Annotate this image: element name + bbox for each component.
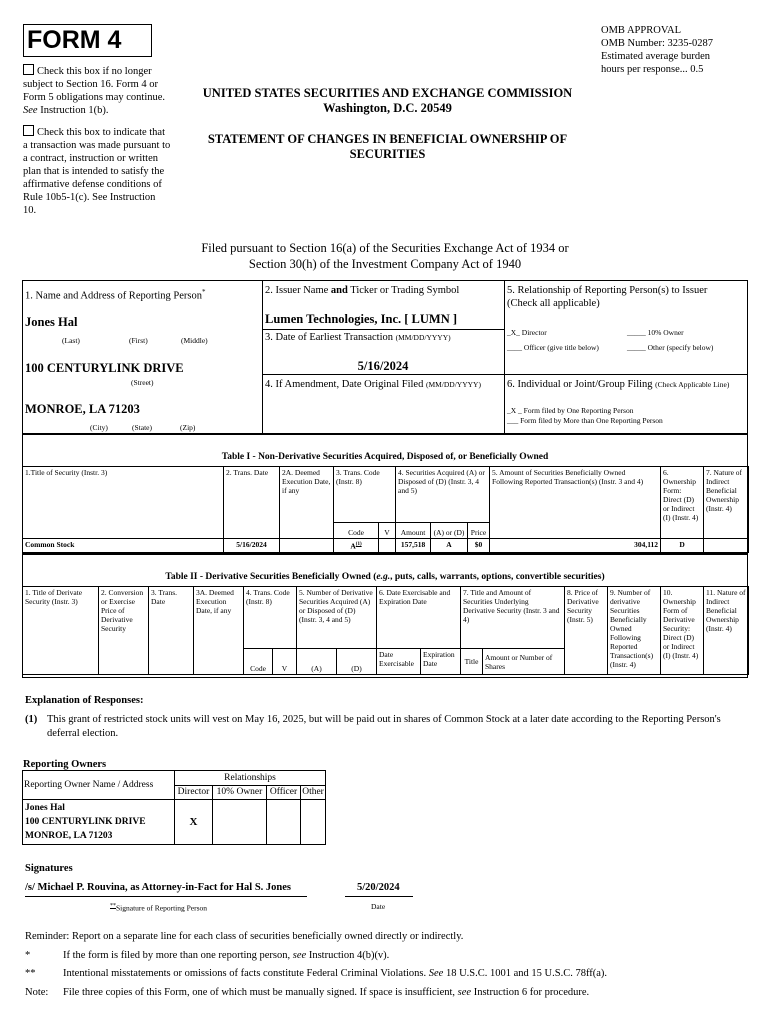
t1-h-code: 3. Trans. Code (Instr. 8) [334,467,396,523]
no-longer-subject-checkbox[interactable] [23,64,34,75]
agency-city: Washington, D.C. 20549 [323,101,452,115]
date-label: Date [371,902,386,911]
signature-label: **Signature of Reporting Person [110,903,208,913]
footnote-text: This grant of restricted stock units will vest on May 16, 2025, but will be paid out in shares of Common Stock at a later date according to the Reporting Person's deferral election. [47,714,721,739]
t2-sub-d: (D) [337,649,377,675]
t2-sub-date-exercisable: Date Exercisable [377,649,421,675]
owners-col-officer: Officer [267,786,301,800]
note-text: File three copies of this Form, one of which must be manually signed. If space is insufficient, see Instruction 6 for procedure. [63,987,590,998]
owners-col-other: Other [301,786,326,800]
t1-aord: A [431,539,468,553]
t2-h-deemed: 3A. Deemed Execution Date, if any [194,587,244,675]
t1-sub-price: Price [468,523,490,539]
t1-h-owned: 5. Amount of Securities Beneficially Owned Following Reported Transaction(s) (Instr. 3 and 4) [490,467,661,539]
reporting-person-street: 100 CENTURYLINK DRIVE [25,361,184,375]
filed-by-one-option: _X _ Form filed by One Reporting Person [507,406,634,415]
t1-h-date: 2. Trans. Date [224,467,280,539]
t2-sub-expiration: Expiration Date [421,649,461,675]
t2-h-number: 5. Number of Derivative Securities Acquired (A) or Disposed of (D) (Instr. 3, 4 and 5) [297,587,377,649]
t2-sub-v: V [273,649,297,675]
t2-h-exercisable: 6. Date Exercisable and Expiration Date [377,587,461,649]
city-sublabels: (City) (State) (Zip) [90,423,196,432]
t1-sub-code: Code [334,523,379,539]
t1-price: $0 [468,539,490,553]
omb-approval: OMB APPROVAL OMB Number: 3235-0287 Estimated average burden hours per response... 0.5 [601,25,713,75]
t2-sub-amount: Amount or Number of Shares [483,649,565,675]
t1-deemed [280,539,334,553]
note-mark: Note: [25,987,49,998]
t1-security: Common Stock [23,539,224,553]
t1-date: 5/16/2024 [224,539,280,553]
filed-pursuant: Filed pursuant to Section 16(a) of the Securities Exchange Act of 1934 or Section 30(h) of the Investment Company Act of 1940 [201,241,569,271]
owners-col-director: Director [175,786,213,800]
no-longer-subject-checkbox-text: Check this box if no longer subject to Section 16. Form 4 or Form 5 obligations may continue. See Instruction 1(b). [23,66,166,116]
t2-h-price: 8. Price of Derivative Security (Instr. 5) [565,587,608,675]
t2-sub-title: Title [461,649,483,675]
footnote-number: (1) [25,714,38,725]
t1-amount: 157,518 [396,539,431,553]
t2-h-conversion: 2. Conversion or Exercise Price of Derivative Security [99,587,149,675]
t1-code: $A^{(1)}$ [334,539,379,553]
t1-form: D [661,539,704,553]
t1-h-form: 6. Ownership Form: Direct (D) or Indirect (I) (Instr. 4) [661,467,704,539]
owners-col-name: Reporting Owner Name / Address [23,771,175,800]
other-option: _____ Other (specify below) [627,343,714,352]
form-title-box [23,24,152,57]
table1 [22,466,749,553]
box6-label: 6. Individual or Joint/Group Filing (Check Applicable Line) [507,379,730,390]
reporting-person-name: Jones Hal [25,315,78,329]
owners-col-ten-pct: 10% Owner [213,786,267,800]
box4-label: 4. If Amendment, Date Original Filed (MM/DD/YYYY) [265,379,481,390]
officer-option: ____ Officer (give title below) [507,343,599,352]
t2-sub-code: Code [244,649,273,675]
issuer-name: Lumen Technologies, Inc. [ LUMN ] [265,312,458,326]
star-note: If the form is filed by more than one reporting person, see Instruction 4(b)(v). [63,950,390,961]
dstar-note: Intentional misstatements or omissions of facts constitute Federal Criminal Violations. See 18 U.S.C. 1001 and 15 U.S.C. 78ff(a). [63,968,608,979]
agency-header [180,86,595,116]
owner-address: Jones Hal 100 CENTURYLINK DRIVE MONROE, LA 71203 [23,800,175,845]
t1-h-acquired: 4. Securities Acquired (A) or Disposed of (D) (Instr. 3, 4 and 5) [396,467,490,523]
table2 [22,586,749,675]
reporting-person-city: MONROE, LA 71203 [25,402,140,416]
t2-h-code: 4. Trans. Code (Instr. 8) [244,587,297,649]
table1-title: Table I - Non-Derivative Securities Acquired, Disposed of, or Beneficially Owned [221,452,549,462]
t1-sub-v: V [379,523,396,539]
star-mark: * [25,950,31,961]
signature-date: 5/20/2024 [357,882,400,893]
director-option: _X_ Director [507,328,547,337]
t2-sub-a: (A) [297,649,337,675]
table-row [23,800,326,845]
t2-h-date: 3. Trans. Date [149,587,194,675]
owner-director-mark: X [175,800,213,845]
dstar-mark: ** [25,968,36,979]
t2-h-nature: 11. Nature of Indirect Beneficial Ownership (Instr. 4) [704,587,749,675]
ten-pct-option: _____ 10% Owner [627,328,684,337]
reporting-owners-table [22,770,326,845]
box2-label: 2. Issuer Name and Ticker or Trading Symbol [265,285,460,296]
filed-by-more-option: ___ Form filed by More than One Reporting Person [507,416,663,425]
t1-nature [704,539,749,553]
t2-h-title: 1. Title of Derivate Security (Instr. 3) [23,587,99,675]
t2-h-form: 10. Ownership Form of Derivative Security: Direct (D) or Indirect (I) (Instr. 4) [661,587,704,675]
owners-col-relationships: Relationships [175,771,326,786]
rule-10b5-checkbox-text: Check this box to indicate that a transaction was made pursuant to a contract, instruction or written plan that is intended to satisfy the affirmative defense conditions of Rule 10b5-1(c). See Instruction 10. [23,127,171,216]
rule-10b5-checkbox[interactable] [23,125,34,136]
signer: /s/ Michael P. Rouvina, as Attorney-in-Fact for Hal S. Jones [25,882,291,893]
table2-title: Table II - Derivative Securities Beneficially Owned (e.g., puts, calls, warrants, options, convertible securities) [165,572,605,582]
t1-h-deemed: 2A. Deemed Execution Date, if any [280,467,334,539]
table-row [23,539,749,553]
t1-v [379,539,396,553]
t2-h-underlying: 7. Title and Amount of Securities Underlying Derivative Security (Instr. 3 and 4) [461,587,565,649]
t1-h-nature: 7. Nature of Indirect Beneficial Ownership (Instr. 4) [704,467,749,539]
explanation-heading: Explanation of Responses: [25,695,144,706]
form-title: FORM 4 [27,26,122,54]
signatures-heading: Signatures [25,863,73,874]
box3-label: 3. Date of Earliest Transaction (MM/DD/YYYY) [265,332,451,343]
box5-label: 5. Relationship of Reporting Person(s) to Issuer (Check all applicable) [507,285,708,309]
t2-h-owned: 9. Number of derivative Securities Beneficially Owned Following Reported Transaction(s) (Instr. 4) [608,587,661,675]
box1-label: 1. Name and Address of Reporting Person* [25,288,206,302]
owners-heading: Reporting Owners [23,759,107,770]
t1-sub-amount: Amount [396,523,431,539]
t1-h-title: 1.Title of Security (Instr. 3) [23,467,224,539]
reminder: Reminder: Report on a separate line for each class of securities beneficially owned directly or indirectly. [25,931,464,942]
street-sublabel: (Street) [131,378,154,387]
name-sublabels: (Last) (First) (Middle) [62,336,208,345]
statement-title: STATEMENT OF CHANGES IN BENEFICIAL OWNERSHIP OF SECURITIES [207,132,568,161]
earliest-transaction-date: 5/16/2024 [357,359,409,373]
agency-name: UNITED STATES SECURITIES AND EXCHANGE COMMISSION [202,86,573,100]
t1-sub-aord: (A) or (D) [431,523,468,539]
t1-owned: 304,112 [490,539,661,553]
